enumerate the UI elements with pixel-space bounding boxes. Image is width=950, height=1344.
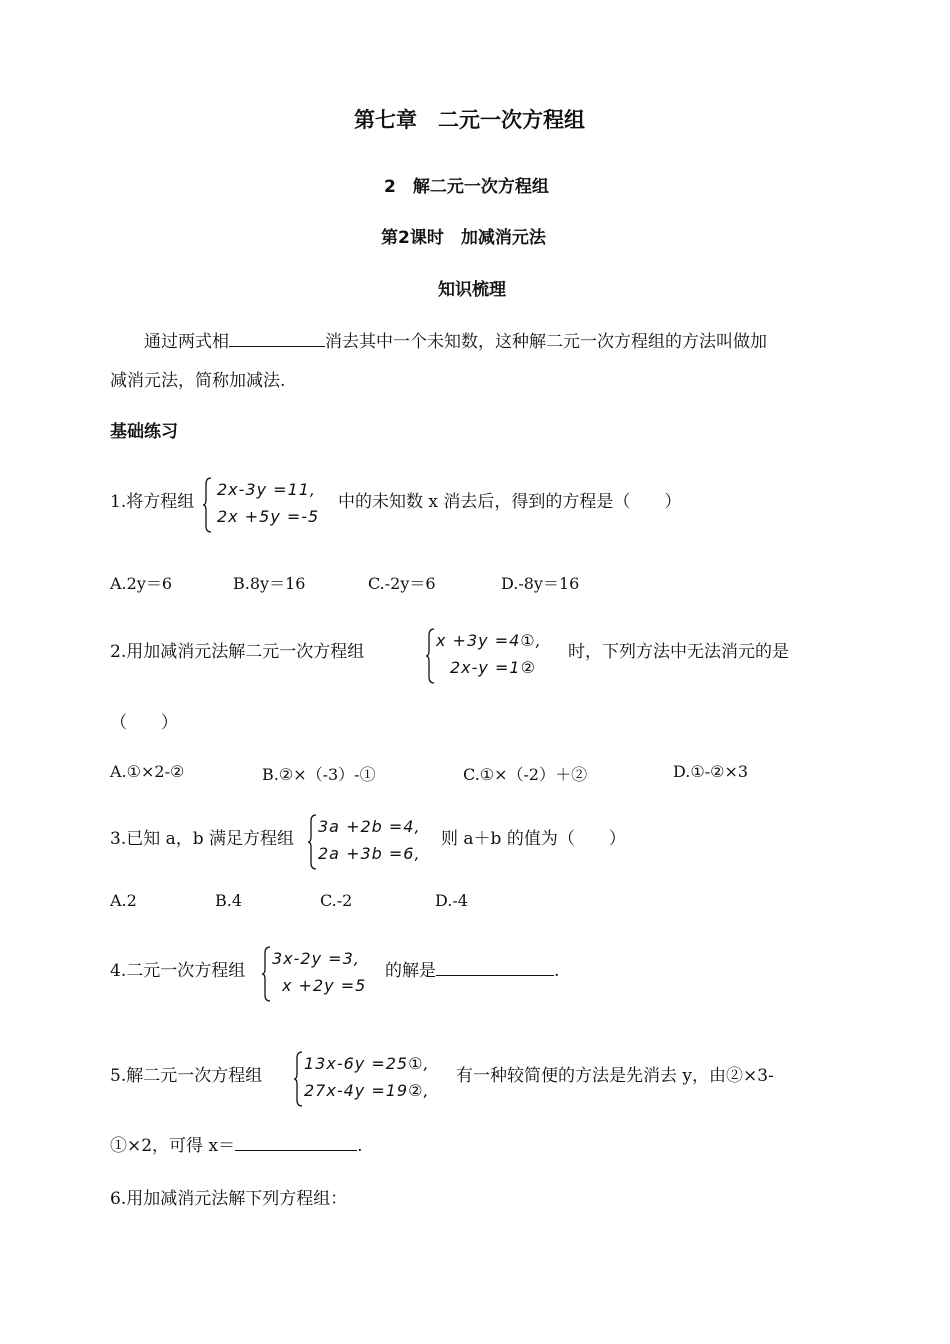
q1-option-b[interactable]: B.8y＝16 xyxy=(233,574,306,593)
brace-icon xyxy=(426,627,436,685)
q2-option-d[interactable]: D.①-②×3 xyxy=(673,762,749,781)
q4-system xyxy=(262,945,386,1003)
q3-option-c[interactable]: C.-2 xyxy=(320,891,353,910)
q5-answer-line xyxy=(110,1131,362,1156)
q1-option-d[interactable]: D.-8y＝16 xyxy=(501,574,580,593)
q1-system xyxy=(203,476,338,534)
lesson-title: 第2课时 加减消元法 xyxy=(381,228,546,248)
q2-suffix: 时，下列方法中无法消元的是 xyxy=(568,642,789,662)
q2-option-b[interactable]: B.②×（-3）-① xyxy=(262,765,376,784)
q6-text: 6.用加减消元法解下列方程组： xyxy=(110,1189,348,1209)
brace-icon xyxy=(308,813,318,871)
practice-heading: 基础练习 xyxy=(110,422,178,442)
q1-suffix: 中的未知数 x 消去后，得到的方程是（ ） xyxy=(338,492,682,512)
q5-prefix: 5.解二元一次方程组 xyxy=(110,1066,263,1086)
q3-eq1: 3a +2b =4, xyxy=(318,817,421,836)
q4-suffix: 的解是 xyxy=(385,961,436,981)
section-title: 2 解二元一次方程组 xyxy=(384,177,549,197)
q2-answer-paren: （ ） xyxy=(110,713,178,733)
q2-prefix: 2.用加减消元法解二元一次方程组 xyxy=(110,642,365,662)
q3-eq2: 2a +3b =6, xyxy=(318,844,421,863)
q4-eq2: x +2y =5 xyxy=(282,976,367,995)
q5-line2-prefix: ①×2，可得 x＝ xyxy=(110,1136,236,1156)
q5-end: . xyxy=(357,1136,363,1156)
q1-eq1: 2x-3y =11, xyxy=(217,480,317,499)
q5-eq2: 27x-4y =19②, xyxy=(304,1081,430,1100)
q3-suffix: 则 a＋b 的值为（ ） xyxy=(441,829,626,849)
brace-icon xyxy=(294,1050,304,1108)
q2-eq2: 2x-y =1② xyxy=(450,658,536,677)
q4-prefix: 4.二元一次方程组 xyxy=(110,961,246,981)
page-title: 第七章 二元一次方程组 xyxy=(354,108,585,132)
knowledge-text-part1: 通过两式相 xyxy=(144,332,229,352)
brace-icon xyxy=(262,945,272,1003)
q3-option-d[interactable]: D.-4 xyxy=(435,891,468,910)
q2-option-c[interactable]: C.①×（-2）＋② xyxy=(463,765,588,784)
q1-option-a[interactable]: A.2y＝6 xyxy=(110,574,173,593)
answer-blank[interactable] xyxy=(436,959,554,976)
knowledge-line-1 xyxy=(144,327,767,352)
q3-system xyxy=(308,813,438,871)
answer-blank[interactable] xyxy=(235,1134,357,1151)
q5-suffix: 有一种较简便的方法是先消去 y，由②×3- xyxy=(456,1066,774,1086)
q3-option-b[interactable]: B.4 xyxy=(215,891,243,910)
q1-eq2: 2x +5y =-5 xyxy=(217,507,320,526)
q4-end: . xyxy=(554,961,560,981)
q1-option-c[interactable]: C.-2y＝6 xyxy=(368,574,436,593)
q3-prefix: 3.已知 a，b 满足方程组 xyxy=(110,829,295,849)
q1-prefix: 1.将方程组 xyxy=(110,492,195,512)
q4-answer-line xyxy=(385,956,559,981)
knowledge-heading: 知识梳理 xyxy=(438,280,506,300)
knowledge-line-2: 减消元法，简称加减法. xyxy=(110,371,286,391)
brace-icon xyxy=(203,476,213,534)
q3-option-a[interactable]: A.2 xyxy=(110,891,137,910)
q2-option-a[interactable]: A.①×2-② xyxy=(110,762,185,781)
knowledge-text-part2: 消去其中一个未知数，这种解二元一次方程组的方法叫做加 xyxy=(325,332,767,352)
answer-blank[interactable] xyxy=(229,330,325,347)
q5-system xyxy=(294,1050,454,1108)
q2-system xyxy=(426,627,566,685)
q2-eq1: x +3y =4①, xyxy=(436,631,542,650)
q4-eq1: 3x-2y =3, xyxy=(272,949,360,968)
q5-eq1: 13x-6y =25①, xyxy=(304,1054,430,1073)
